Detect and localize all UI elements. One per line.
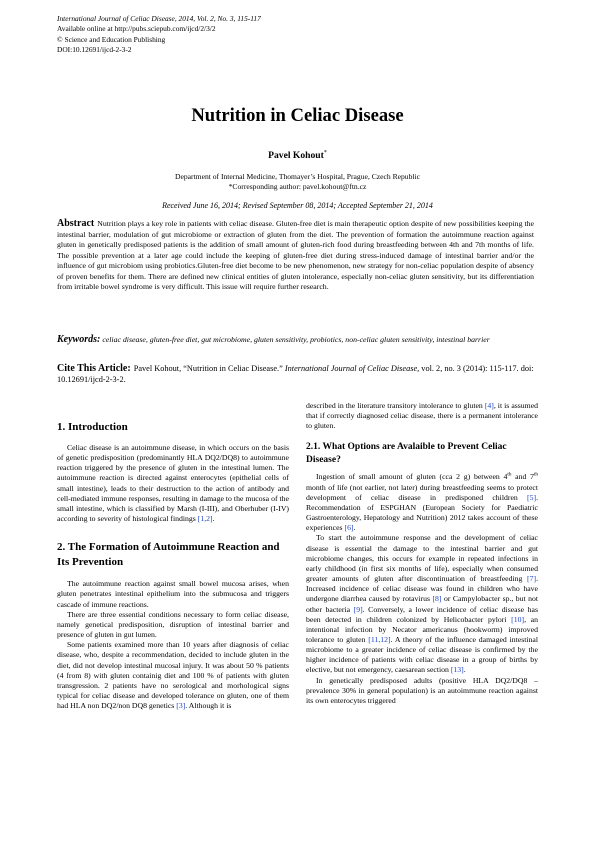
abstract-text: Nutrition plays a key role in patients with celiac disease. Gluten-free diet is main therapeutic option despite of new possibilities keeping the intestinal barrier, modulation of gut microbiome or extraction of gluten from the diet. The prevention of formation the autoimmune reaction against gluten in genetically predisposed patients is the addition of small amount of gluten-rich food during breastfeeding between 4th and 7th months of life. The possible prevention at a later age could include the keeping of gluten-free diet during stress-induced damage of intestinal barrier and/or the influence of gut microbiom using probiotics.Gluten-free diet become to be new phenomenon, new strategy for non-celiac population despite of absency of proven benefits for them. There are defined new clinical entities of gluten intolerance, especially non-celiac gluten sensitivity, but its differentiation from irritable bowel syndrome is very difficult. This issue will require further research. [57, 219, 534, 292]
citation-link[interactable]: [13] [450, 665, 464, 675]
paragraph [306, 472, 538, 533]
author-line [0, 150, 595, 161]
section-heading-introduction: 1. Introduction [57, 421, 128, 433]
corresponding-author: *Corresponding author: pavel.kohout@ftn.cz [228, 182, 367, 192]
paragraph: Some patients examined more than 10 years after diagnosis of celiac disease, who, despite a recommendation, decided to include gluten in the diet, did not develop intestinal mucosal injury. It was about 50 % patients (4 from 8) with gluten containig diet and 100 % of patients with gluten transgression. 2 patients have no serological and morhological signs typical for celiac disease and developed tolerance on gluten, one of them had HLA non DQ2/non DQ8 genetics [3]. Although it is [57, 640, 289, 711]
article-dates: Received June 16, 2014; Revised September 08, 2014; Accepted September 21, 2014 [162, 201, 433, 210]
citation-link[interactable]: [1,2] [197, 514, 213, 524]
p1-c: month of life (not earlier, not later) during breastfeeding seems to protect development of celiac disease in predisponed children [5]. Recommendation of ESPGHAN (European Society for Paediatric Gastroenterology, Hepatology and Nutrition) 2012 takes account of these experiences [6]. [306, 482, 538, 533]
citation-link[interactable]: [11,12] [368, 634, 391, 644]
keywords-text: celiac disease, gluten-free diet, gut microbiome, gluten sensitivity, probiotics, non-celiac gluten sensitivity, intestinal barrier [102, 335, 490, 344]
affiliation: Department of Internal Medicine, Thomayer’s Hospital, Prague, Czech Republic [175, 172, 420, 181]
paragraph: Celiac disease is an autoimmune disease, in which occurs on the basis of genetic predisposition (predominantly HLA DQ2/DQ8) to autoimmune reaction triggered by the presence of gluten in the intestinal lumen. The autoimmune reaction is directed against enterocytes (epithelial cells of small intestine), leads to their destruction to the action of antibody and cell-mediated immune responses, resulting in damage to the mucosa of the small intestine, which is classified by Marsh (I-III), and Oberhuber (I-IV) according to severity of histological findings [1,2]. [57, 443, 289, 524]
section-heading-formation: 2. The Formation of Autoimmune Reaction and Its Prevention [57, 541, 280, 569]
affiliation-block [0, 172, 595, 192]
cite-journal: International Journal of Celiac Disease, [284, 364, 420, 373]
paragraph: described in the literature transitory intolerance to gluten [4], it is assumed that if correctly diagnosed celiac disease, there is a permanent intolerance to gluten. [306, 401, 539, 431]
p1-b: and 7 [511, 472, 534, 482]
copyright: © Science and Education Publishing [57, 34, 166, 44]
journal-url[interactable]: Available online at http://pubs.sciepub.com/ijcd/2/3/2 [57, 24, 216, 34]
citation-link[interactable]: [8] [432, 594, 442, 604]
author-mark: * [323, 150, 327, 156]
abstract-label: Abstract [57, 218, 95, 229]
citation-link[interactable]: [9] [353, 604, 363, 614]
paragraph: To start the autoimmune response and the development of celiac disease is essential the damage to the intestinal barrier and gut microbiome changes, this occurs for example in repeated infections in early childhood (in first six months of life), especially when consumed greater amounts of gluten after discontinuation of breastfeeding [7]. Increased incidence of celiac disease was found in children who have undergone diarrhea caused by rotavirus [8] or Campylobacter sp., but not other bacteria [9]. Conversely, a lower incidence of celiac disease has been detected in children colonized by Helicobacter pylori [10], an intentional infection by Necator americanus (hookworm) improved tolerance to gluten [11,12]. A theory of the influence damaged intestinal microbiome to a greater incidence of celiac disease is confirmed by the higher incidence of patients with celiac disease in a group of births by elective, but not emergency, caesarean section [13]. [306, 533, 539, 675]
cite-this-article [57, 363, 534, 385]
journal-header [57, 14, 261, 56]
cite-text-after: vol. 2, no. 3 (2014): 115-117. doi: 10.12691/ijcd-2-3-2. [57, 364, 534, 385]
subsection-heading-prevention: 2.1. What Options are Avalaible to Prevent Celiac Disease? [306, 442, 507, 465]
journal-citation: International Journal of Celiac Disease, 2014, Vol. 2, No. 3, 115-117 [57, 14, 261, 23]
p1-a: Ingestion of small amount of gluten (cca 2 g) between 4 [316, 472, 508, 482]
author-name: Pavel Kohout [268, 150, 324, 162]
p1-sup1: th [507, 471, 512, 478]
paragraph: The autoimmune reaction against small bowel mucosa arises, when gluten penetrates intestinal epithelium into the submucosa and triggers cascade of immune reactions. [57, 579, 289, 609]
citation-link[interactable]: [6] [344, 523, 354, 533]
keywords-label: Keywords: [57, 334, 101, 345]
paragraph: In genetically predisposed adults (positive HLA DQ2/DQ8 – prevalence 30% in general population) is an autoimmune reaction against its own enterocytes triggered [306, 675, 538, 705]
cite-label: Cite This Article: [57, 363, 131, 374]
keywords [57, 335, 534, 345]
p1-sup2: th [533, 471, 538, 478]
cite-text-before: Pavel Kohout, “Nutrition in Celiac Disease.” [133, 364, 283, 373]
citation-link[interactable]: [3] [176, 701, 186, 711]
right-column [306, 401, 538, 706]
doi: DOI:10.12691/ijcd-2-3-2 [57, 45, 132, 55]
citation-link[interactable]: [5] [527, 492, 537, 502]
citation-link[interactable]: [7] [527, 574, 537, 584]
article-title: Nutrition in Celiac Disease [191, 105, 404, 126]
citation-link[interactable]: [10] [511, 614, 525, 624]
left-column [57, 420, 289, 711]
abstract [57, 219, 534, 293]
paragraph: There are three essential conditions necessary to form celiac disease, namely genetical predisposition, disruption of intestinal barrier and presence of gluten in gut lumen. [57, 609, 289, 640]
citation-link[interactable]: [4] [484, 401, 494, 410]
